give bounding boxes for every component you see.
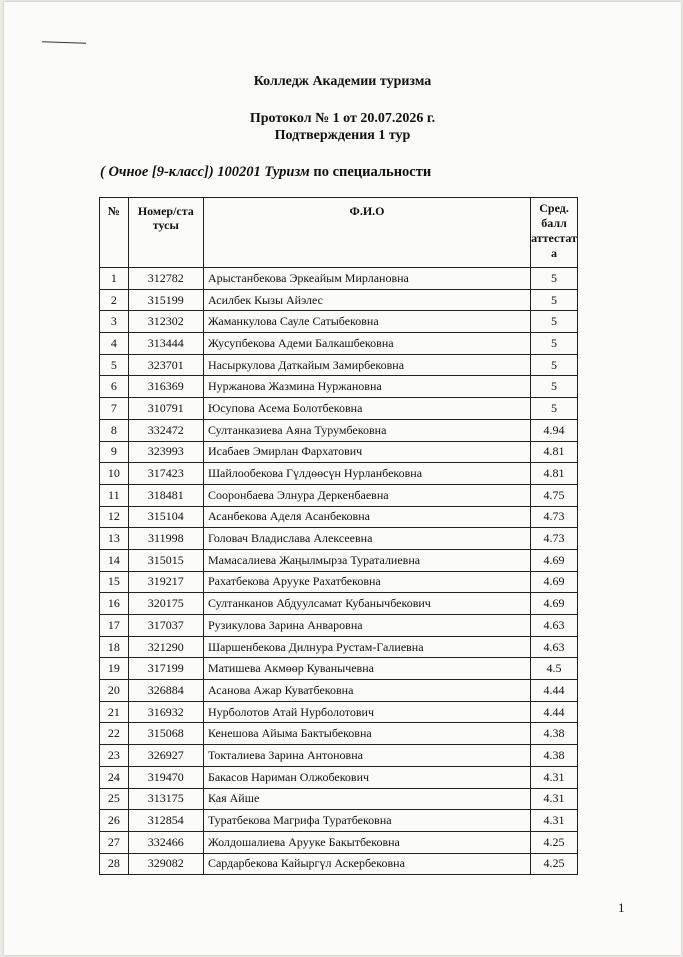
row-score: 4.44	[531, 701, 578, 723]
row-name: Султанканов Абдуулсамат Кубанычбекович	[203, 593, 530, 615]
row-score: 4.38	[531, 745, 578, 767]
row-number: 21	[100, 701, 129, 723]
row-code: 313444	[128, 333, 203, 355]
row-score: 4.94	[531, 419, 578, 441]
row-code: 321290	[128, 636, 203, 658]
row-score: 4.31	[531, 766, 578, 788]
row-name: Султанказиева Аяна Турумбековна	[203, 419, 530, 441]
row-number: 12	[100, 506, 129, 528]
column-header-score: Сред. балл аттестат а	[531, 198, 578, 268]
table-row	[100, 853, 578, 875]
results-table	[99, 197, 578, 875]
row-number: 1	[100, 268, 129, 290]
row-score: 4.5	[531, 658, 578, 680]
row-code: 326884	[128, 680, 203, 702]
row-code: 315015	[128, 549, 203, 571]
row-number: 14	[100, 549, 129, 571]
table-row	[100, 311, 578, 333]
table-row	[100, 615, 578, 637]
row-number: 26	[100, 810, 129, 832]
table-row	[100, 354, 578, 376]
table-header-row	[100, 198, 578, 268]
row-number: 5	[100, 354, 129, 376]
row-code: 317199	[128, 658, 203, 680]
row-number: 7	[100, 398, 129, 420]
row-name: Сооронбаева Элнура Деркенбаевна	[203, 484, 530, 506]
row-code: 312854	[128, 810, 203, 832]
table-row	[100, 766, 578, 788]
row-score: 4.69	[531, 571, 578, 593]
row-number: 24	[100, 766, 129, 788]
column-header-name: Ф.И.О	[203, 198, 530, 268]
row-name: Головач Владислава Алексеевна	[203, 528, 530, 550]
row-number: 27	[100, 831, 129, 853]
program-name: ( Очное [9-класс]) 100201 Туризм	[100, 164, 310, 180]
row-name: Рузикулова Зарина Анваровна	[203, 615, 530, 637]
row-score: 4.31	[531, 810, 578, 832]
table-body	[100, 268, 578, 875]
program-suffix: по специальности	[309, 164, 432, 180]
row-number: 19	[100, 658, 129, 680]
row-name: Матишева Акмөөр Куванычевна	[203, 658, 530, 680]
row-code: 312302	[128, 311, 203, 333]
row-number: 18	[100, 636, 129, 658]
program-line	[100, 164, 431, 181]
table-row	[100, 549, 578, 571]
row-score: 5	[531, 311, 578, 333]
row-number: 16	[100, 593, 129, 615]
pen-mark	[42, 41, 86, 48]
row-number: 23	[100, 745, 129, 767]
row-name: Нурболотов Атай Нурболотович	[203, 701, 530, 723]
row-number: 15	[100, 571, 129, 593]
row-score: 4.69	[531, 549, 578, 571]
row-number: 22	[100, 723, 129, 745]
row-name: Бакасов Нариман Олжобекович	[203, 766, 530, 788]
row-name: Жаманкулова Сауле Сатыбековна	[203, 311, 530, 333]
confirmation-title: Подтверждения 1 тур	[274, 128, 411, 143]
table-row	[100, 463, 578, 485]
row-name: Арыстанбекова Эркеайым Мирлановна	[203, 268, 530, 290]
table-row	[100, 484, 578, 506]
row-name: Насыркулова Даткайым Замирбековна	[203, 354, 530, 376]
college-title: Колледж Академии туризма	[253, 74, 432, 89]
row-name: Нуржанова Жазмина Нуржановна	[203, 376, 530, 398]
row-score: 4.75	[531, 484, 578, 506]
row-name: Жусупбекова Адеми Балкашбековна	[203, 333, 530, 355]
table-row	[100, 528, 578, 550]
row-score: 5	[531, 354, 578, 376]
table-row	[100, 745, 578, 767]
row-number: 9	[100, 441, 129, 463]
row-code: 319470	[128, 766, 203, 788]
row-number: 11	[100, 484, 129, 506]
row-score: 4.44	[531, 680, 578, 702]
row-score: 5	[531, 289, 578, 311]
row-name: Кенешова Айыма Бактыбековна	[203, 723, 530, 745]
row-name: Асанбекова Аделя Асанбековна	[203, 506, 530, 528]
row-score: 4.25	[531, 831, 578, 853]
row-code: 326927	[128, 745, 203, 767]
row-number: 10	[100, 463, 129, 485]
row-code: 332466	[128, 831, 203, 853]
document-page	[4, 2, 681, 955]
table-row	[100, 441, 578, 463]
row-code: 313175	[128, 788, 203, 810]
table-row	[100, 658, 578, 680]
protocol-title: Протокол № 1 от 20.07.2026 г.	[249, 111, 436, 126]
table-row	[100, 506, 578, 528]
row-score: 4.25	[531, 853, 578, 875]
row-code: 329082	[128, 853, 203, 875]
row-number: 13	[100, 528, 129, 550]
row-name: Мамасалиева Жаңылмырза Тураталиевна	[203, 549, 530, 571]
row-code: 316932	[128, 701, 203, 723]
row-name: Жолдошалиева Арууке Бакытбековна	[203, 831, 530, 853]
row-score: 4.81	[531, 463, 578, 485]
row-name: Кая Айше	[203, 788, 530, 810]
row-name: Шаршенбекова Дилнура Рустам-Галиевна	[203, 636, 530, 658]
row-code: 319217	[128, 571, 203, 593]
row-score: 4.73	[531, 528, 578, 550]
table-row	[100, 289, 578, 311]
row-score: 4.73	[531, 506, 578, 528]
row-code: 332472	[128, 419, 203, 441]
row-name: Юсупова Асема Болотбековна	[203, 398, 530, 420]
row-score: 5	[531, 398, 578, 420]
row-score: 4.63	[531, 615, 578, 637]
row-number: 28	[100, 853, 129, 875]
page-number: 1	[618, 900, 625, 915]
row-score: 4.38	[531, 723, 578, 745]
row-code: 317037	[128, 615, 203, 637]
row-number: 2	[100, 289, 129, 311]
row-name: Сардарбекова Кайыргүл Аскербековна	[203, 853, 530, 875]
row-number: 17	[100, 615, 129, 637]
row-name: Туратбекова Магрифа Туратбековна	[203, 810, 530, 832]
row-number: 25	[100, 788, 129, 810]
table-row	[100, 788, 578, 810]
row-code: 318481	[128, 484, 203, 506]
row-code: 315068	[128, 723, 203, 745]
row-name: Рахатбекова Арууке Рахатбековна	[203, 571, 530, 593]
column-header-code: Номер/ста тусы	[128, 198, 203, 268]
table-row	[100, 398, 578, 420]
table-row	[100, 376, 578, 398]
row-number: 4	[100, 333, 129, 355]
table-row	[100, 810, 578, 832]
row-code: 315199	[128, 289, 203, 311]
row-score: 5	[531, 376, 578, 398]
row-code: 315104	[128, 506, 203, 528]
row-name: Шайлообекова Гүлдөөсүн Нурланбековна	[203, 463, 530, 485]
row-code: 316369	[128, 376, 203, 398]
row-code: 317423	[128, 463, 203, 485]
table-row	[100, 593, 578, 615]
row-score: 4.63	[531, 636, 578, 658]
row-code: 310791	[128, 398, 203, 420]
row-score: 5	[531, 268, 578, 290]
table-row	[100, 636, 578, 658]
table-row	[100, 831, 578, 853]
row-score: 5	[531, 333, 578, 355]
column-header-number: №	[100, 198, 129, 268]
row-score: 4.81	[531, 441, 578, 463]
table-row	[100, 680, 578, 702]
row-name: Асанова Ажар Куватбековна	[203, 680, 530, 702]
row-number: 3	[100, 311, 129, 333]
table-row	[100, 723, 578, 745]
table-row	[100, 701, 578, 723]
row-number: 6	[100, 376, 129, 398]
table-row	[100, 571, 578, 593]
row-name: Исабаев Эмирлан Фархатович	[203, 441, 530, 463]
row-score: 4.69	[531, 593, 578, 615]
row-code: 311998	[128, 528, 203, 550]
row-name: Токталиева Зарина Антоновна	[203, 745, 530, 767]
table-row	[100, 419, 578, 441]
row-score: 4.31	[531, 788, 578, 810]
row-code: 323993	[128, 441, 203, 463]
row-code: 312782	[128, 268, 203, 290]
row-number: 20	[100, 680, 129, 702]
table-row	[100, 268, 578, 290]
row-number: 8	[100, 419, 129, 441]
table-row	[100, 333, 578, 355]
row-code: 323701	[128, 354, 203, 376]
row-code: 320175	[128, 593, 203, 615]
row-name: Асилбек Кызы Айэлес	[203, 289, 530, 311]
